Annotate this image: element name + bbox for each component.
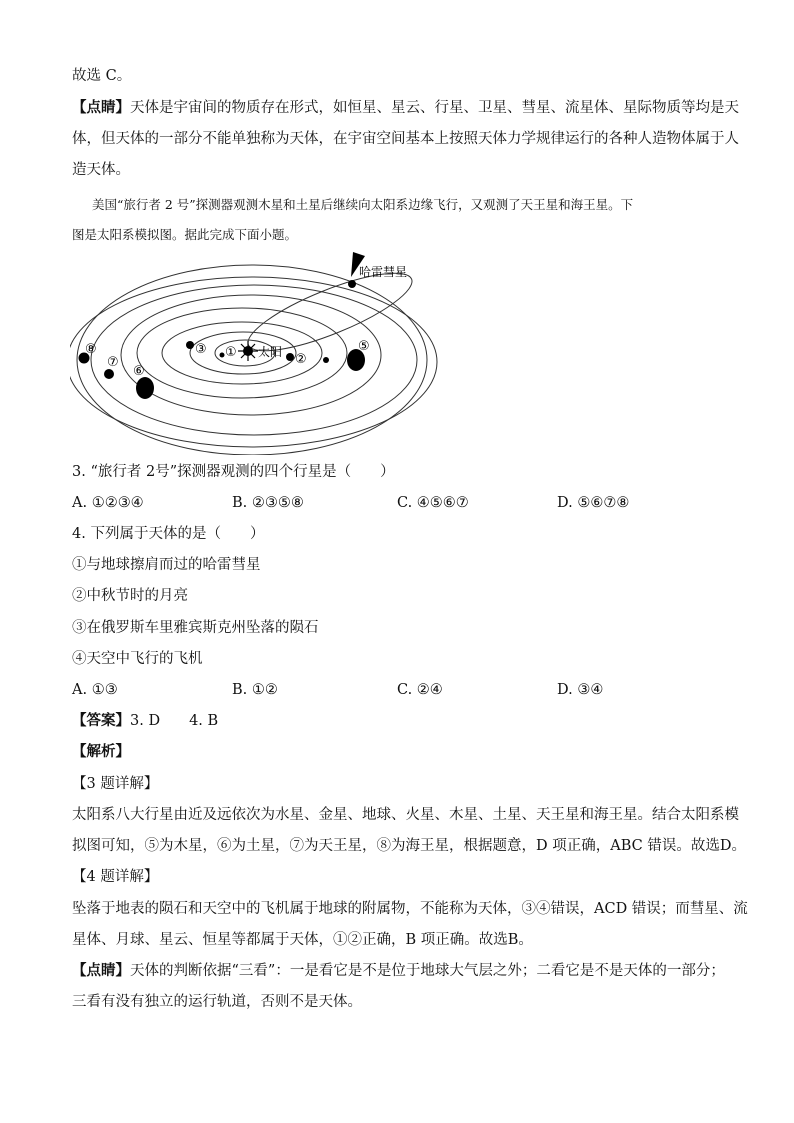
final-tip-line-1: 天体的判断依据“三看”：一是看它是不是位于地球大气层之外；二看它是不是天体的一部分； xyxy=(130,963,725,979)
top-conclusion: 故选 C。 xyxy=(72,68,132,84)
analysis-tag: 【解析】 xyxy=(72,743,130,760)
planet-dot-6 xyxy=(136,377,154,399)
q4-item-2: ②中秋节时的月亮 xyxy=(72,588,188,604)
q3-stem: 3. “旅行者 2号”探测器观测的四个行星是（ ） xyxy=(72,464,395,480)
tip-tag: 【点睛】 xyxy=(72,99,130,116)
final-tip-tag: 【点睛】 xyxy=(72,962,130,979)
q3-option-b[interactable]: B. ②③⑤⑧ xyxy=(232,495,304,511)
q3-detail-line-1: 太阳系八大行星由近及远依次为水星、金星、地球、火星、木星、土星、天王星和海王星。结合太阳系模 xyxy=(72,807,739,823)
planet-label-7: ⑦ xyxy=(107,355,119,370)
planet-dot-1 xyxy=(220,353,225,358)
orbit-8 xyxy=(77,265,427,455)
q3-option-c[interactable]: C. ④⑤⑥⑦ xyxy=(397,495,469,511)
final-tip-line-2: 三看有没有独立的运行轨道，否则不是天体。 xyxy=(72,994,362,1010)
comet-label: 哈雷彗星 xyxy=(359,265,408,279)
q3-detail-line-2: 拟图可知，⑤为木星，⑥为土星，⑦为天王星，⑧为海王星，根据题意，D 项正确，ABC 错误。故选D。 xyxy=(72,838,746,854)
planet-label-2: ② xyxy=(295,352,307,367)
planet-dot-7 xyxy=(104,369,114,379)
intro-line-1: 美国“旅行者 2 号”探测器观测木星和土星后继续向太阳系边缘飞行，又观测了天王星和海王星。下 xyxy=(92,197,634,212)
q4-option-c[interactable]: C. ②④ xyxy=(397,682,443,698)
q4-item-4: ④天空中飞行的飞机 xyxy=(72,651,203,667)
tip-line-2: 体，但天体的一部分不能单独称为天体，在宇宙空间基本上按照天体力学规律运行的各种人造物体属于人 xyxy=(72,131,739,147)
q4-item-3: ③在俄罗斯车里雅宾斯克州坠落的陨石 xyxy=(72,620,319,636)
q3-option-a[interactable]: A. ①②③④ xyxy=(72,495,144,511)
answer-line xyxy=(72,711,218,731)
intro-line-2: 图是太阳系模拟图。据此完成下面小题。 xyxy=(72,227,298,242)
planet-label-8: ⑧ xyxy=(85,342,97,357)
planet-dot-4 xyxy=(323,357,329,363)
q4-stem: 4. 下列属于天体的是（ ） xyxy=(72,526,265,542)
tip-line-3: 造天体。 xyxy=(72,162,130,178)
orbit-7 xyxy=(70,277,437,447)
q3-option-d[interactable]: D. ⑤⑥⑦⑧ xyxy=(557,495,630,511)
answer-tag: 【答案】 xyxy=(72,712,130,729)
planet-dot-3 xyxy=(186,341,194,349)
q4-detail-line-2: 星体、月球、星云、恒星等都属于天体，①②正确，B 项正确。故选B。 xyxy=(72,932,533,948)
q3-detail-tag: 【3 题详解】 xyxy=(72,776,159,792)
comet-head-icon xyxy=(348,280,356,288)
planet-label-6: ⑥ xyxy=(133,364,145,379)
q4-option-b[interactable]: B. ①② xyxy=(232,682,278,698)
planet-label-3: ③ xyxy=(195,342,207,357)
solar-system-diagram xyxy=(70,250,440,455)
q4-detail-tag: 【4 题详解】 xyxy=(72,869,159,885)
sun-label: 太阳 xyxy=(258,345,283,359)
tip-line-1: 天体是宇宙间的物质存在形式，如恒星、星云、行星、卫星、彗星、流星体、星际物质等均是天 xyxy=(130,100,739,116)
final-tip-paragraph xyxy=(72,961,725,981)
orbit-6 xyxy=(91,285,417,435)
planet-dot-2 xyxy=(286,353,294,361)
q4-option-a[interactable]: A. ①③ xyxy=(72,682,118,698)
answer-text: 3. D 4. B xyxy=(130,713,219,729)
planet-label-1: ① xyxy=(225,345,237,360)
tip-paragraph xyxy=(72,98,739,118)
q4-option-d[interactable]: D. ③④ xyxy=(557,682,604,698)
q4-item-1: ①与地球擦肩而过的哈雷彗星 xyxy=(72,557,261,573)
planet-label-5: ⑤ xyxy=(358,339,370,354)
q4-detail-line-1: 坠落于地表的陨石和天空中的飞机属于地球的附属物，不能称为天体，③④错误，ACD 错误；而彗星、流 xyxy=(72,901,748,917)
